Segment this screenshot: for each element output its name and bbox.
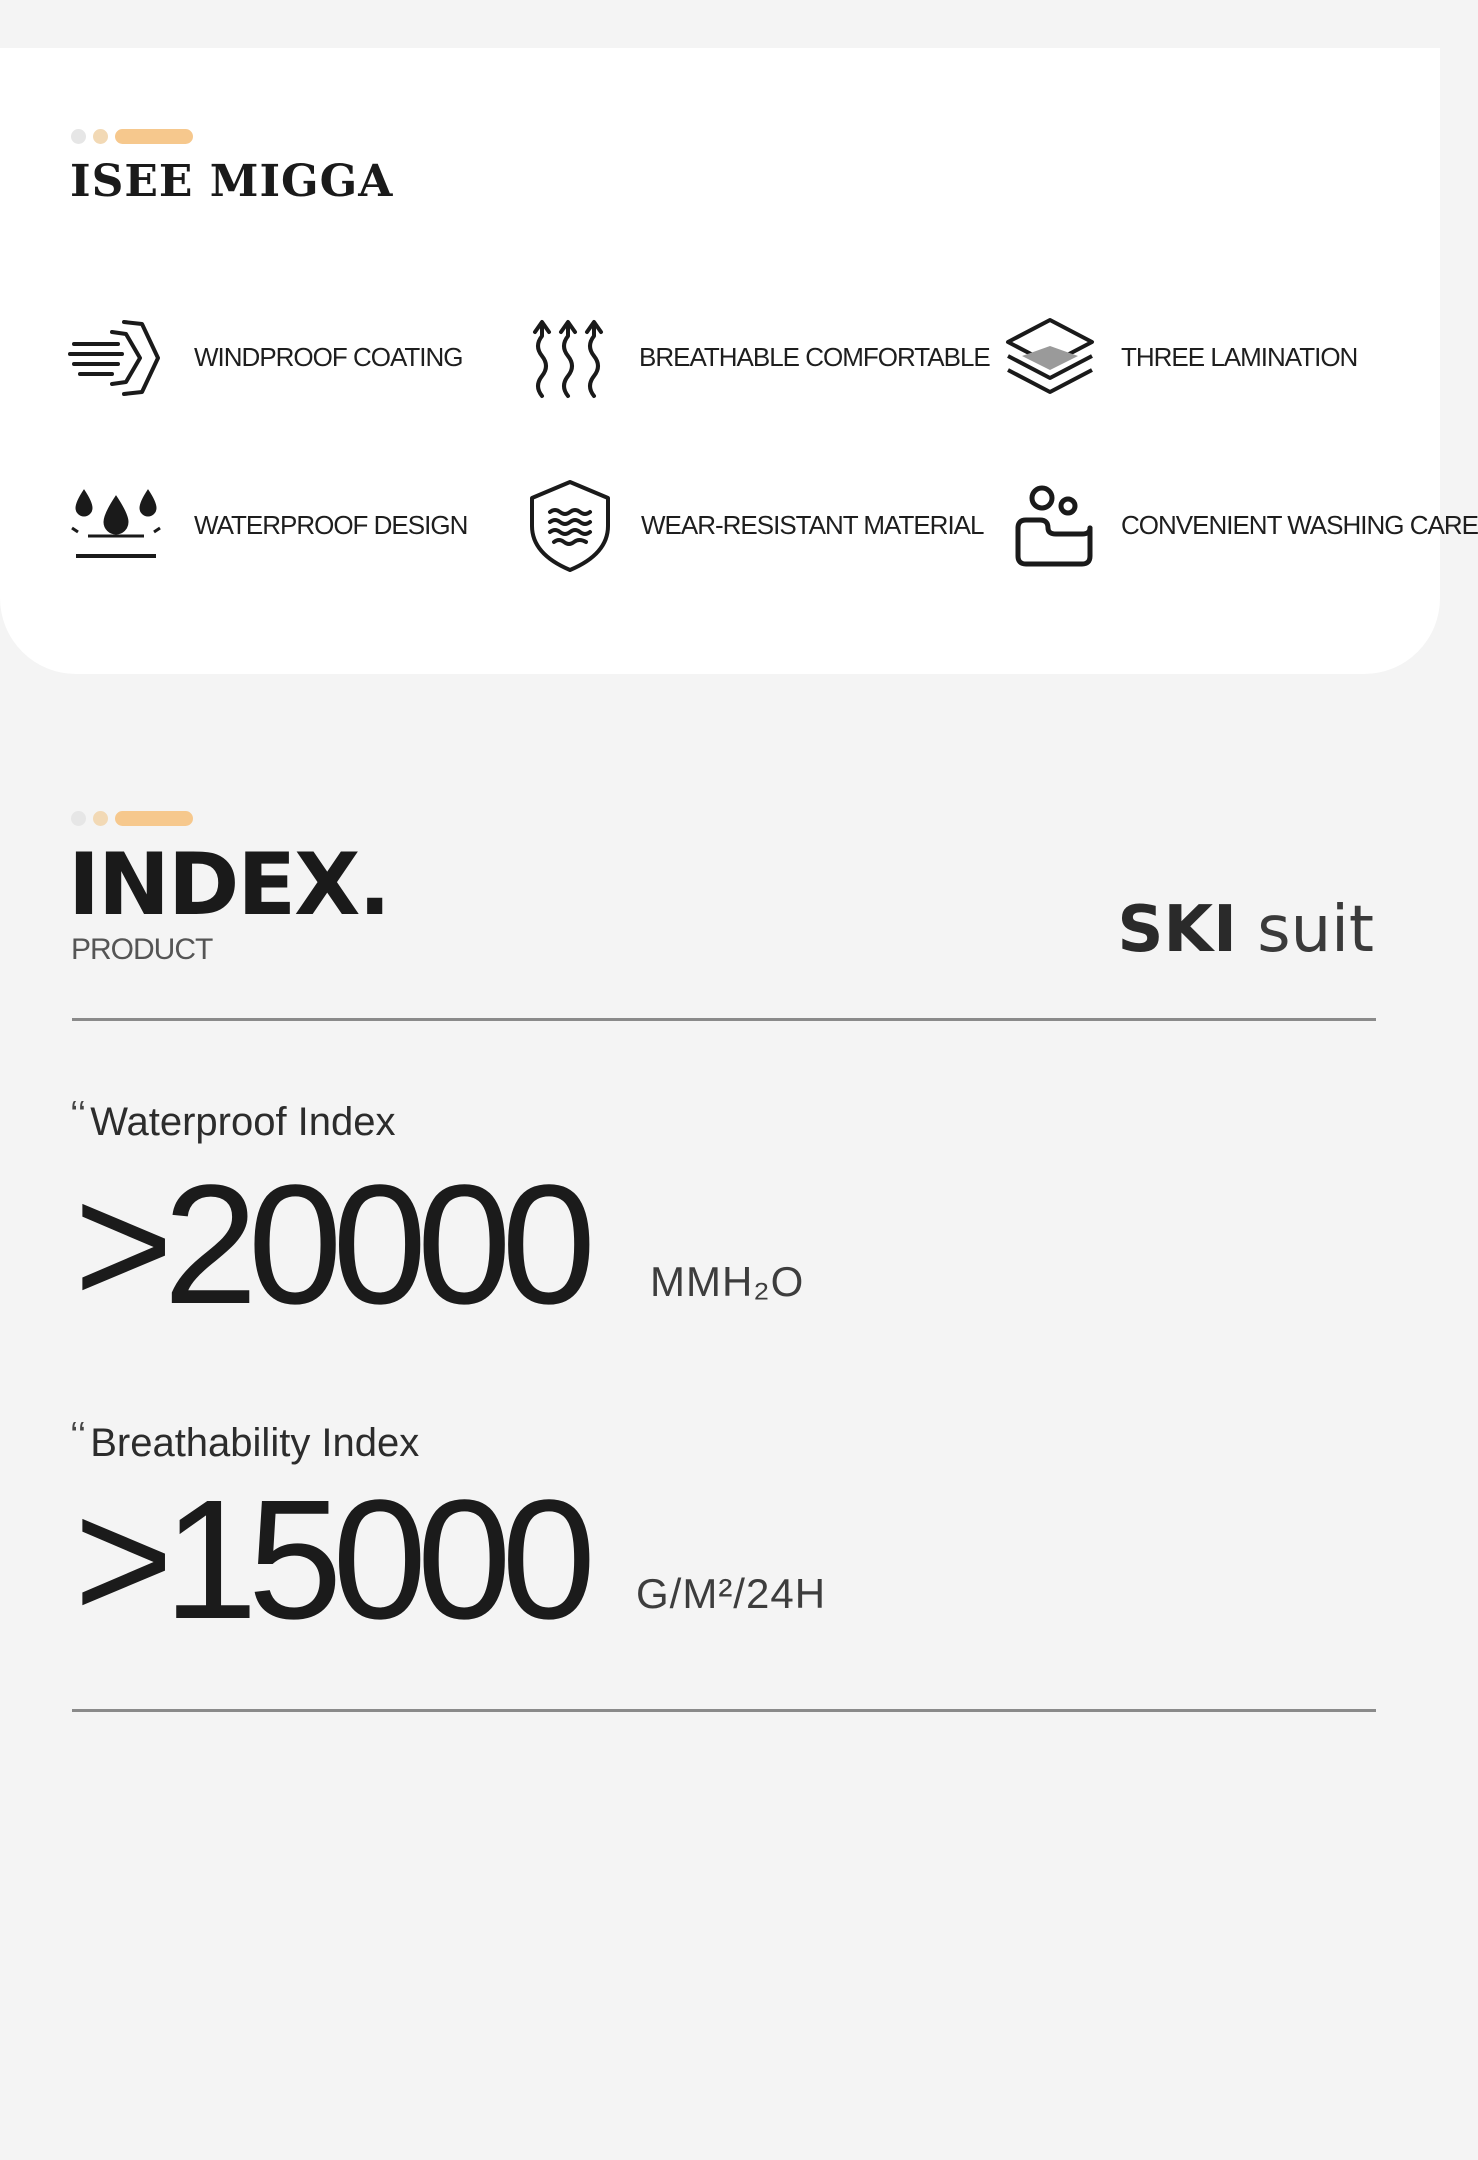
washing-care-icon: [1000, 476, 1100, 576]
feature-label: BREATHABLE COMFORTABLE: [639, 342, 990, 372]
feature-label: WATERPROOF DESIGN: [194, 510, 468, 540]
quote-mark: ‘‘: [70, 1415, 87, 1457]
shield-icon: [520, 476, 620, 576]
product-name: [1117, 893, 1374, 967]
brand-logo: ISEE MIGGA: [70, 156, 394, 207]
metric-unit: G/M²/24H: [636, 1570, 827, 1617]
feature-label: WEAR-RESISTANT MATERIAL: [641, 510, 984, 540]
feature-label: WINDPROOF COATING: [194, 342, 463, 372]
divider: [72, 1018, 1376, 1021]
wind-icon: [66, 308, 166, 408]
breathable-arrows-icon: [518, 308, 618, 408]
metric-label-text: Breathability Index: [90, 1421, 420, 1465]
feature-label: THREE LAMINATION: [1121, 342, 1358, 372]
quote-mark: ‘‘: [70, 1094, 87, 1136]
metric-label-text: Waterproof Index: [90, 1100, 396, 1144]
metric-value: >15000: [74, 1465, 587, 1655]
metric-label: [70, 1415, 419, 1466]
water-drops-icon: [66, 476, 166, 576]
metric-unit: MMH₂O: [650, 1258, 805, 1305]
metric-label: [70, 1094, 396, 1145]
product-name-bold: SKI: [1117, 893, 1237, 967]
divider: [72, 1709, 1376, 1712]
index-subtitle: PRODUCT: [71, 933, 213, 966]
feature-label: CONVENIENT WASHING CARE: [1121, 510, 1478, 540]
layers-icon: [1000, 308, 1100, 408]
top-strip: [0, 0, 1440, 50]
product-name-light: suit: [1257, 893, 1374, 967]
index-title: INDEX.: [68, 835, 390, 935]
metric-value: >20000: [74, 1150, 587, 1340]
